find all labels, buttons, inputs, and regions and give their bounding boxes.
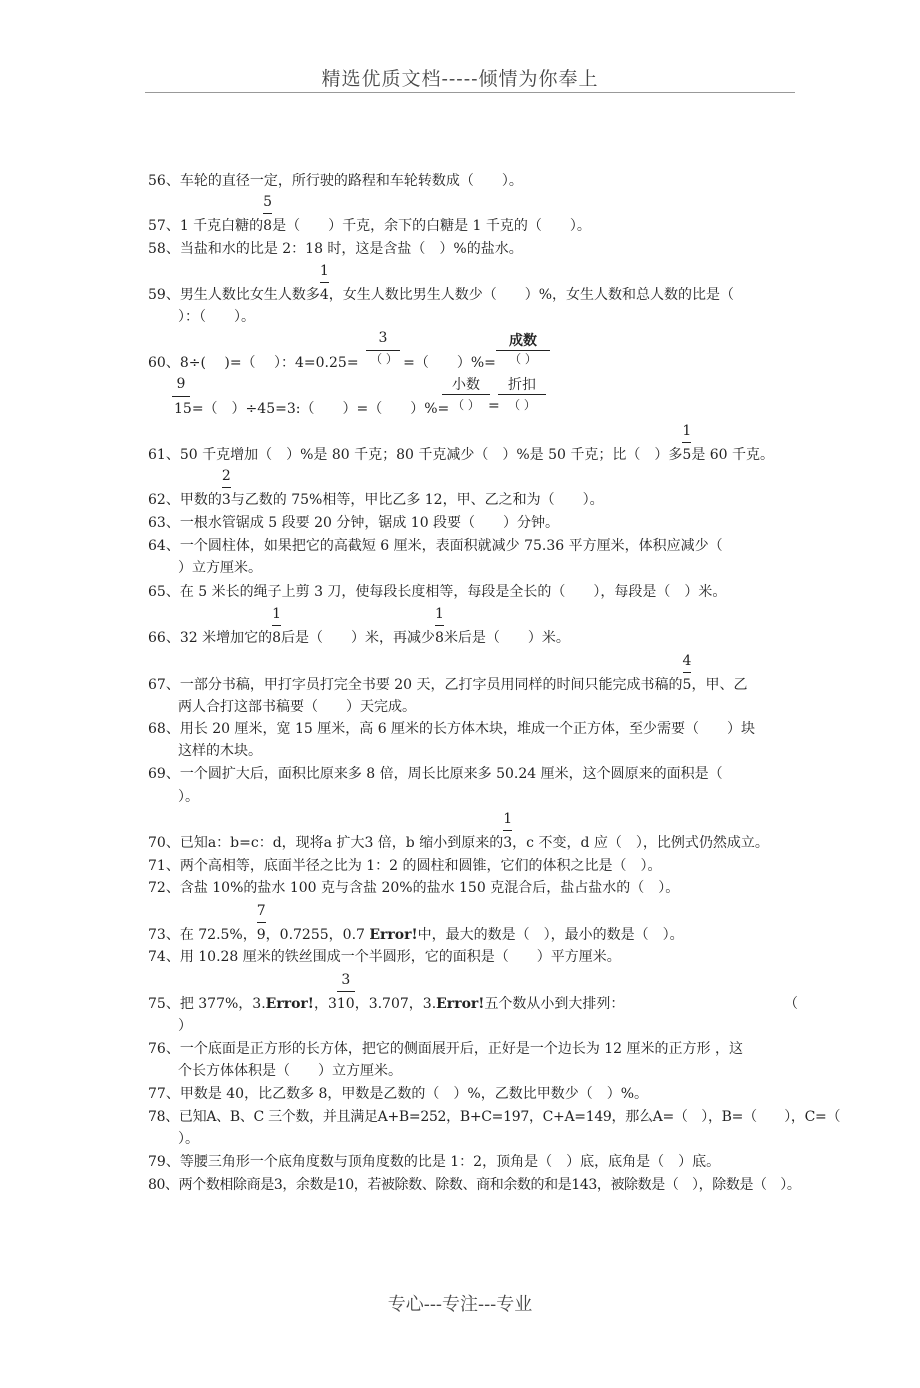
question-57-text-b: 是（ ）千克，余下的白糖是 1 千克的（ ）。 <box>272 218 591 234</box>
fraction-bar <box>320 282 329 283</box>
question-62-text-b: 与乙数的 75%相等，甲比乙多 12，甲、乙之和为（ ）。 <box>230 492 604 508</box>
question-62-text-a: 62、甲数的 <box>148 492 222 508</box>
fraction-denominator: 5 <box>682 677 692 693</box>
question-70 <box>148 811 798 854</box>
question-73-text-b: ，0.7255，0.7 <box>265 927 370 943</box>
q60-frac-9-15-denominator: 15 <box>174 401 192 417</box>
question-63: 63、一根水管锯成 5 段要 20 分钟，锯成 10 段要（ ）分钟。 <box>148 515 560 531</box>
page-header-title: 精选优质文档-----倾情为你奉上 <box>321 68 599 90</box>
q60-frac3-denominator: （ ） <box>452 398 480 412</box>
page-footer: 专心---专注---专业 <box>387 1294 533 1315</box>
fraction-1-3 <box>503 811 513 852</box>
fraction-denominator: 8 <box>263 218 273 234</box>
question-80: 80、两个数相除商是3，余数是10，若被除数、除数、商和余数的和是143，被除数是（ ），除数是（ ）。 <box>148 1177 801 1193</box>
fraction-numerator: 7 <box>256 903 266 919</box>
fraction-2-3 <box>221 468 231 509</box>
question-67 <box>148 653 798 696</box>
question-68: 68、用长 20 厘米，宽 15 厘米，高 6 厘米的长方体木块，堆成一个正方体，至少需要（ ）块 <box>148 721 756 737</box>
q60-frac1-numerator: 3 <box>378 330 388 346</box>
q60-frac3-bar <box>442 394 490 395</box>
q60-frac2-denominator: （ ） <box>509 352 537 366</box>
question-73-text-a: 73、在 72.5%， <box>148 927 257 943</box>
question-75-line-2: ） <box>178 1018 192 1034</box>
question-78-line-2: ）。 <box>178 1131 199 1147</box>
q60-frac1-denominator: （ ） <box>370 352 398 366</box>
q60-line-2-text: =（ ）÷45=3:（ ）=（ ）%= <box>191 401 450 417</box>
question-64-line-2: ）立方厘米。 <box>178 560 262 576</box>
fraction-numerator: 4 <box>682 653 692 669</box>
fraction-bar <box>337 991 355 992</box>
fraction-denominator: 9 <box>256 927 266 943</box>
question-73 <box>148 903 798 946</box>
fraction-denominator: 10 <box>336 996 355 1012</box>
error-marker: Error! <box>369 927 418 943</box>
q60-frac4-denominator: （ ） <box>508 398 536 412</box>
q60-frac-9-15-bar <box>172 396 190 397</box>
question-74: 74、用 10.28 厘米的铁丝围成一个半圆形，它的面积是（ ）平方厘米。 <box>148 949 621 965</box>
fraction-1-8-second <box>435 606 444 647</box>
header-rule <box>145 92 795 93</box>
question-58: 58、当盐和水的比是 2：18 时，这是含盐（ ）%的盐水。 <box>148 241 523 257</box>
fraction-denominator: 8 <box>272 630 282 646</box>
question-71: 71、两个高相等，底面半径之比为 1：2 的圆柱和圆锥，它们的体积之比是（ ）。 <box>148 858 662 874</box>
question-75 <box>148 972 798 1015</box>
q60-frac3-numerator: 小数 <box>452 377 480 393</box>
fraction-bar <box>682 442 691 443</box>
fraction-bar <box>503 830 512 831</box>
fraction-numerator: 1 <box>319 263 329 279</box>
fraction-denominator: 8 <box>435 630 444 646</box>
fraction-denominator: 4 <box>319 287 329 303</box>
question-76-line-2: 个长方体体积是（ ）立方厘米。 <box>178 1063 402 1079</box>
question-61-text-a: 61、50 千克增加（ ）%是 80 千克；80 千克减少（ ）%是 50 千克；比（ ）多 <box>148 447 683 463</box>
question-75-text-a: 75、把 377%，3. <box>148 996 266 1012</box>
question-66-text-b: 后是（ ）米，再减少 <box>281 630 436 646</box>
fraction-denominator: 3 <box>221 492 231 508</box>
question-65: 65、在 5 米长的绳子上剪 3 刀，使每段长度相等，每段是全长的（ ），每段是（ ）米。 <box>148 584 727 600</box>
q60-frac4-numerator: 折扣 <box>508 377 536 393</box>
question-75-text-d: 五个数从小到大排列： <box>484 996 625 1012</box>
q60-eq2: = <box>488 398 500 414</box>
fraction-numerator: 1 <box>682 423 692 439</box>
fraction-numerator: 5 <box>263 194 273 210</box>
fraction-1-8 <box>272 606 282 647</box>
question-60-line-2 <box>174 398 474 420</box>
fraction-bar <box>683 672 692 673</box>
question-60-line-1: 60、8÷( )=（ ）：4=0.25= <box>148 355 359 371</box>
question-59-text-a: 59、男生人数比女生人数多 <box>148 287 320 303</box>
question-68-line-2: 这样的木块。 <box>178 743 262 759</box>
fraction-7-9 <box>256 903 266 944</box>
fraction-bar <box>272 625 281 626</box>
question-70-text-b: ，c 不变，d 应（ ），比例式仍然成立。 <box>512 835 769 851</box>
question-72: 72、含盐 10%的盐水 100 克与含盐 20%的盐水 150 克混合后，盐占盐水的（ ）。 <box>148 880 680 896</box>
question-62 <box>148 468 798 511</box>
question-79: 79、等腰三角形一个底角度数与顶角度数的比是 1：2，顶角是（ ）底，底角是（ ）底。 <box>148 1154 721 1170</box>
fraction-5-8 <box>263 194 273 235</box>
q60-frac-9-15-numerator: 9 <box>176 376 186 392</box>
question-66-text-a: 66、32 米增加它的 <box>148 630 273 646</box>
question-77: 77、甲数是 40，比乙数多 8，甲数是乙数的（ ）%，乙数比甲数少（ ）%。 <box>148 1086 649 1102</box>
question-67-text-a: 67、一部分书稿，甲打字员打完全书要 20 天，乙打字员用同样的时间只能完成书稿的 <box>148 677 683 693</box>
error-marker: Error! <box>436 996 485 1012</box>
question-70-text-a: 70、已知a：b=c：d，现将a 扩大3 倍，b 缩小到原来的 <box>148 835 504 851</box>
question-66-text-c: 米后是（ ）米。 <box>443 630 570 646</box>
question-78: 78、已知A、B、C 三个数，并且满足A+B=252，B+C=197，C+A=149，那么A=（ ），B=（ ），C=（ <box>148 1109 841 1125</box>
question-61 <box>148 423 798 466</box>
fraction-4-5 <box>682 653 692 694</box>
question-69-line-2: ）。 <box>178 789 199 805</box>
question-75-text-c: ，3.707，3. <box>354 996 437 1012</box>
question-67-line-2: 两人合打这部书稿要（ ）天完成。 <box>178 699 416 715</box>
question-75-text-b: ，3 <box>313 996 337 1012</box>
fraction-numerator: 1 <box>272 606 282 622</box>
fraction-bar <box>257 922 266 923</box>
fraction-numerator: 1 <box>435 606 444 622</box>
fraction-numerator: 1 <box>503 811 513 827</box>
question-59-text-b: ，女生人数比男生人数少（ ）%，女生人数和总人数的比是（ <box>328 287 735 303</box>
q60-eq1: =（ ）%= <box>403 355 496 371</box>
q60-frac4-bar <box>498 394 546 395</box>
error-marker: Error! <box>265 996 314 1012</box>
question-69: 69、一个圆扩大后，面积比原来多 8 倍，周长比原来多 50.24 厘米，这个圆原来的面积是（ <box>148 766 723 782</box>
fraction-1-4 <box>319 263 329 304</box>
fraction-denominator: 3 <box>503 835 513 851</box>
fraction-numerator: 2 <box>221 468 231 484</box>
question-66 <box>148 606 798 649</box>
fraction-denominator: 5 <box>682 447 692 463</box>
fraction-bar <box>435 625 444 626</box>
question-67-text-b: ，甲、乙 <box>691 677 748 693</box>
q60-frac2-numerator: 成数 <box>509 333 537 349</box>
question-57-text-a: 57、1 千克白糖的 <box>148 218 264 234</box>
fraction-1-5 <box>682 423 692 464</box>
fraction-bar <box>263 213 272 214</box>
question-73-text-c: 中，最大的数是（ ），最小的数是（ ）。 <box>417 927 684 943</box>
fraction-numerator: 3 <box>341 972 351 988</box>
question-64: 64、一个圆柱体，如果把它的高截短 6 厘米，表面积就减少 75.36 平方厘米，体积应减少（ <box>148 538 723 554</box>
question-76: 76、一个底面是正方形的长方体，把它的侧面展开后，正好是一个边长为 12 厘米的正方形 ，这 <box>148 1041 743 1057</box>
question-75-open-paren: （ <box>784 996 798 1012</box>
question-61-text-b: 是 60 千克。 <box>691 447 775 463</box>
fraction-bar <box>222 487 231 488</box>
question-56: 56、车轮的直径一定，所行驶的路程和车轮转数成（ ）。 <box>148 173 523 189</box>
question-59 <box>148 263 798 306</box>
question-59-line-2: ）：（ ）。 <box>178 309 255 325</box>
question-57 <box>148 194 798 237</box>
fraction-3-10 <box>336 972 355 1013</box>
